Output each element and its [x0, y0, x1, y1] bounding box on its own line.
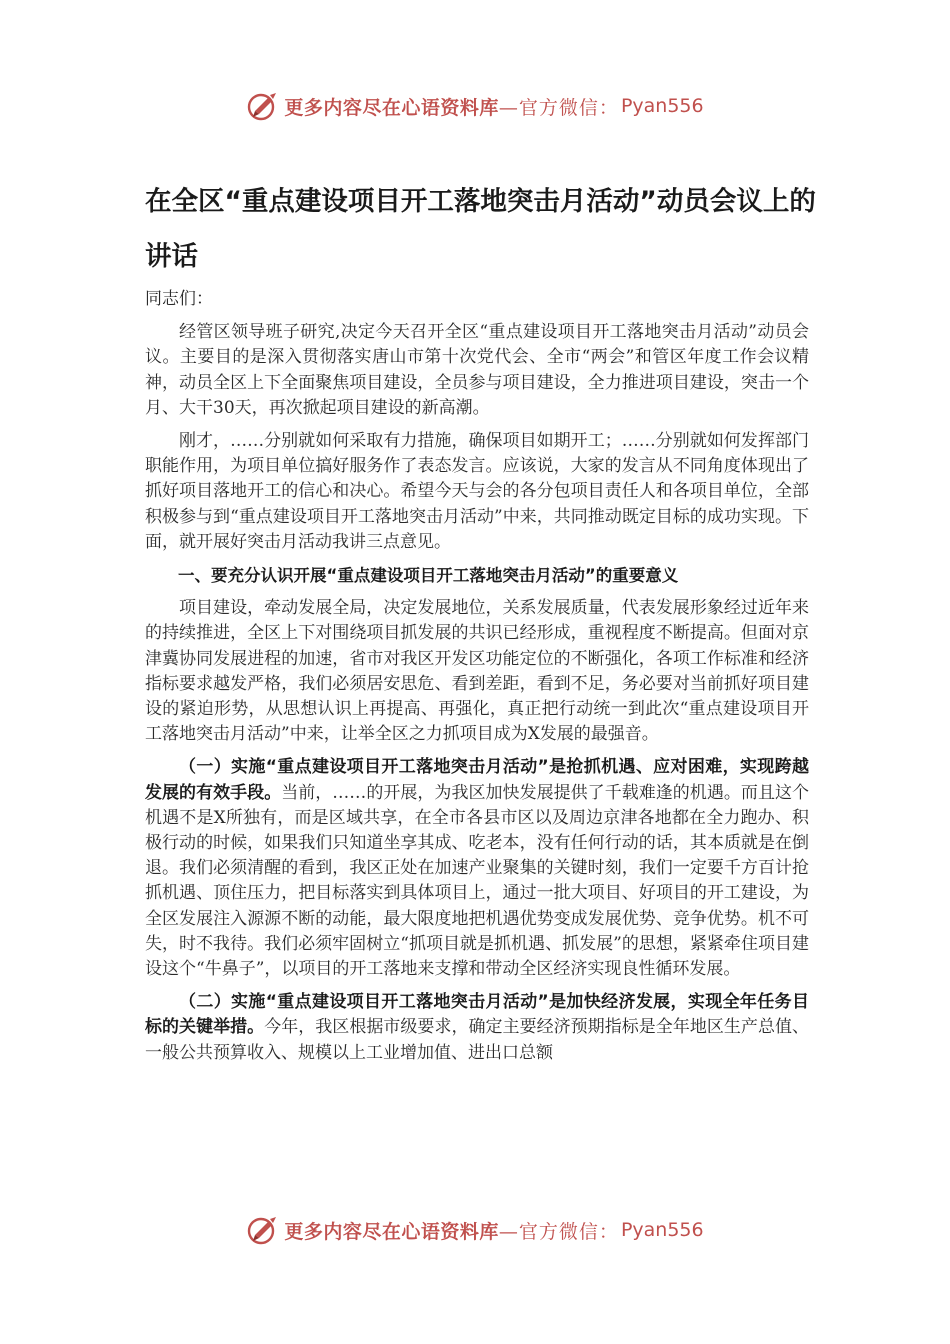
document-title: 在全区“重点建设项目开工落地突击月活动”动员会议上的讲话: [145, 186, 816, 272]
document-body: [145, 287, 809, 1074]
paragraph-5-text: 今年，我区根据市级要求，确定主要经济预期指标是全年地区生产总值、一般公共预算收入、规模以上工业增加值、进出口总额: [145, 1017, 810, 1063]
paragraph-4-text: 当前，……的开展，为我区加快发展提供了千载难逢的机遇。而且这个机遇不是X所独有，而是区域共享，在全市各县市区以及周边京津各地都在全力跑办、积极行动的时候，如果我们只知道坐享其成、吃老本，没有任何行动的话，其本质就是在倒退。我们必须清醒的看到，我区正处在加速产业聚集的关键时刻，我们一定要千方百计抢抓机遇、顶住压力，把目标落实到具体项目上，通过一批大项目、好项目的开工建设，为全区发展注入源源不断的动能，最大限度地把机遇优势变成发展优势、竞争优势。机不可失，时不我待。我们必须牢固树立“抓项目就是抓机遇、抓发展”的思想，紧紧牵住项目建设这个“牛鼻子”，以项目的开工落地来支撑和带动全区经济实现良性循环发展。: [145, 782, 810, 980]
paragraph-5: [145, 990, 809, 1066]
salutation: 同志们：: [145, 289, 213, 309]
banner-main-text: 更多内容尽在心语资料库: [284, 1220, 499, 1243]
subheading-1: （一）实施“重点建设项目开工落地突击月活动”是抢抓机遇、应对困难，实现跨越发展的有效手段。: [145, 757, 809, 803]
paragraph-1: 经管区领导班子研究,决定今天召开全区“重点建设项目开工落地突击月活动”动员会议。主要目的是深入贯彻落实唐山市第十次党代会、全市“两会”和管区年度工作会议精神，动员全区上下全面聚焦项目建设，全员参与项目建设，全力推进项目建设，突击一个月、大干30天，再次掀起项目建设的新高潮。: [145, 322, 809, 418]
paragraph-3: 项目建设，牵动发展全局，决定发展地位，关系发展质量，代表发展形象经过近年来的持续推进，全区上下对围绕项目抓发展的共识已经形成，重视程度不断提高。但面对京津冀协同发展进程的加速，省市对我区开发区功能定位的不断强化，各项工作标准和经济指标要求越发严格，我们必须居安思危、看到差距，看到不足，务必要对当前抓好项目建设的紧迫形势，从思想认识上再提高、再强化，真正把行动统一到此次“重点建设项目开工落地突击月活动”中来，让举全区之力抓项目成为X发展的最强音。: [145, 598, 809, 745]
subheading-2: （二）实施“重点建设项目开工落地突击月活动”是加快经济发展，实现全年任务目标的关键举措。: [145, 992, 809, 1038]
banner-sub-text: —官方微信：: [498, 1220, 619, 1243]
footer-watermark-banner: [0, 1210, 950, 1250]
banner-wechat-id: Pyan556: [620, 1219, 704, 1241]
pen-logo-icon: [246, 89, 280, 123]
paragraph-4: [145, 755, 809, 982]
banner-main-text: 更多内容尽在心语资料库: [284, 96, 499, 119]
banner-sub-text: —官方微信：: [498, 96, 619, 119]
banner-wechat-id: Pyan556: [620, 95, 704, 117]
pen-logo-icon: [246, 1213, 280, 1247]
paragraph-2: 刚才，……分别就如何采取有力措施，确保项目如期开工；……分别就如何发挥部门职能作用，为项目单位搞好服务作了表态发言。应该说，大家的发言从不同角度体现出了抓好项目落地开工的信心和决心。希望今天与会的各分包项目责任人和各项目单位，全部积极参与到“重点建设项目开工落地突击月活动”中来，共同推动既定目标的成功实现。下面，就开展好突击月活动我讲三点意见。: [145, 431, 809, 552]
section-heading-1: 一、要充分认识开展“重点建设项目开工落地突击月活动”的重要意义: [178, 566, 679, 586]
header-watermark-banner: [0, 86, 950, 126]
